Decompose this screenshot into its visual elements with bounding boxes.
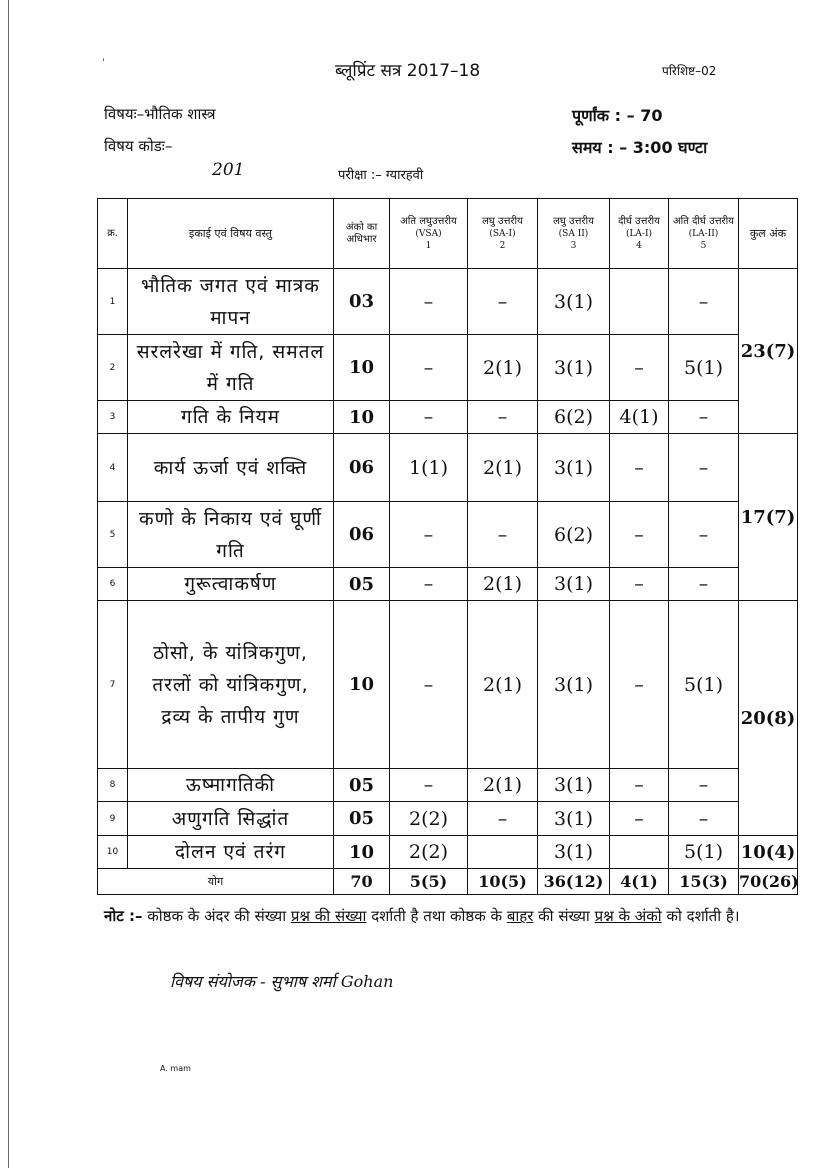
header-sa2 xyxy=(538,199,610,269)
row-la2: 5(1) xyxy=(669,836,739,869)
row-sa2: 3(1) xyxy=(538,335,610,401)
table-row xyxy=(98,802,798,836)
header-la2-num: 5 xyxy=(700,240,707,251)
table-row xyxy=(98,335,798,401)
table-row xyxy=(98,601,798,769)
handwritten-signature: विषय संयोजक - सुभाष शर्मा Gohan xyxy=(170,972,394,991)
row-la1 xyxy=(610,836,669,869)
row-sa2: 3(1) xyxy=(538,769,610,802)
row-sa2: 3(1) xyxy=(538,269,610,335)
row-la1: – xyxy=(610,568,669,601)
row-vsa: 2(2) xyxy=(390,836,468,869)
row-sa1: – xyxy=(468,401,538,434)
subject-code-label: विषय कोडः– xyxy=(104,137,173,155)
row-topic: दोलन एवं तरंग xyxy=(128,836,334,869)
header-row xyxy=(98,199,798,269)
row-weight: 10 xyxy=(334,836,390,869)
row-topic: ऊष्मागतिकी xyxy=(128,769,334,802)
row-sno: 5 xyxy=(98,502,128,568)
header-la1-num: 4 xyxy=(636,240,642,251)
header-sa2-label: लघु उत्तरीय xyxy=(553,215,594,227)
scan-speck: ˈ xyxy=(102,58,105,69)
row-sno: 1 xyxy=(98,269,128,335)
row-topic: गति के नियम xyxy=(128,401,334,434)
header-vsa-code: (VSA) xyxy=(415,228,442,239)
header-sa2-code: (SA II) xyxy=(558,228,589,239)
sum-total: 70(26) xyxy=(739,869,798,895)
row-sa1: 2(1) xyxy=(468,335,538,401)
row-vsa: 2(2) xyxy=(390,802,468,836)
full-marks: पूर्णांक : – 70 xyxy=(572,106,663,125)
row-weight: 05 xyxy=(334,769,390,802)
row-sa2: 6(2) xyxy=(538,502,610,568)
table-row xyxy=(98,836,798,869)
sum-row xyxy=(98,869,798,895)
row-sa1: 2(1) xyxy=(468,434,538,502)
header-la1-label: दीर्घ उत्तरीय xyxy=(618,215,660,227)
sum-sa2: 36(12) xyxy=(538,869,610,895)
exam-time: समय : – 3:00 घण्टा xyxy=(572,138,708,157)
header-sa2-num: 3 xyxy=(570,240,577,251)
header-sa1-num: 2 xyxy=(499,240,506,251)
table-row xyxy=(98,434,798,502)
row-sa2: 3(1) xyxy=(538,802,610,836)
initials: A. mam xyxy=(160,1064,191,1073)
row-vsa: – xyxy=(390,335,468,401)
page-title: ब्लूप्रिंट सत्र 2017–18 xyxy=(335,61,481,81)
row-la2: 5(1) xyxy=(669,335,739,401)
header-topic: इकाई एवं विषय वस्तु xyxy=(128,199,334,269)
sum-label: योग xyxy=(98,869,334,895)
footnote-underline: बाहर xyxy=(506,907,534,925)
table-row xyxy=(98,269,798,335)
table-row xyxy=(98,769,798,802)
row-la1 xyxy=(610,269,669,335)
footnote-underline: प्रश्न की संख्या xyxy=(290,907,367,925)
sum-la2: 15(3) xyxy=(669,869,739,895)
row-sa1 xyxy=(468,836,538,869)
subject-label: विषयः–भौतिक शास्त्र xyxy=(104,105,216,123)
header-la2-label: अति दीर्घ उत्तरीय xyxy=(673,215,734,227)
row-vsa: – xyxy=(390,601,468,769)
row-vsa: – xyxy=(390,769,468,802)
header-la2-code: (LA-II) xyxy=(688,228,719,239)
row-sa2: 3(1) xyxy=(538,601,610,769)
row-sa2: 3(1) xyxy=(538,434,610,502)
exam-class: परीक्षा :– ग्यारहवी xyxy=(338,168,424,183)
scan-edge xyxy=(0,0,9,1168)
row-weight: 03 xyxy=(334,269,390,335)
header-sa1 xyxy=(468,199,538,269)
header-vsa xyxy=(390,199,468,269)
row-weight: 10 xyxy=(334,401,390,434)
header-sa1-label: लघु उत्तरीय xyxy=(482,215,523,227)
row-sno: 2 xyxy=(98,335,128,401)
row-la1: – xyxy=(610,502,669,568)
footnote-label: नोट :– xyxy=(104,907,143,925)
group-total: 17(7) xyxy=(739,434,798,601)
row-la1: – xyxy=(610,601,669,769)
header-vsa-num: 1 xyxy=(425,240,432,251)
group-total: 23(7) xyxy=(739,269,798,434)
header-total: कुल अंक xyxy=(739,199,798,269)
sum-la1: 4(1) xyxy=(610,869,669,895)
row-sa1: 2(1) xyxy=(468,601,538,769)
header-weight: अंको का अधिभार xyxy=(334,199,390,269)
row-la2: – xyxy=(669,434,739,502)
row-sno: 8 xyxy=(98,769,128,802)
row-topic: सरलरेखा में गति, समतल में गति xyxy=(128,335,334,401)
header-sa1-code: (SA-I) xyxy=(489,228,516,239)
group-total: 10(4) xyxy=(739,836,798,869)
annex-label: परिशिष्ट–02 xyxy=(662,64,717,78)
row-la2: – xyxy=(669,568,739,601)
row-sno: 4 xyxy=(98,434,128,502)
row-sa1: – xyxy=(468,802,538,836)
row-weight: 10 xyxy=(334,335,390,401)
header-la1 xyxy=(610,199,669,269)
row-sa1: 2(1) xyxy=(468,769,538,802)
footnote-text: कोष्ठक के अंदर की संख्या xyxy=(142,907,291,925)
row-topic: कणो के निकाय एवं घूर्णी गति xyxy=(128,502,334,568)
row-sa2: 6(2) xyxy=(538,401,610,434)
row-vsa: – xyxy=(390,568,468,601)
row-la1: – xyxy=(610,802,669,836)
row-weight: 05 xyxy=(334,802,390,836)
footnote-text: दर्शाती है तथा कोष्ठक के xyxy=(366,907,507,925)
sum-sa1: 10(5) xyxy=(468,869,538,895)
table-row xyxy=(98,568,798,601)
row-la2: – xyxy=(669,269,739,335)
row-vsa: – xyxy=(390,502,468,568)
row-sno: 9 xyxy=(98,802,128,836)
row-vsa: – xyxy=(390,401,468,434)
group-total: 20(8) xyxy=(739,601,798,836)
row-vsa: 1(1) xyxy=(390,434,468,502)
row-topic: गुरूत्वाकर्षण xyxy=(128,568,334,601)
table-row xyxy=(98,401,798,434)
blueprint-table xyxy=(97,198,798,895)
row-la2: – xyxy=(669,502,739,568)
header-sno: क्र. xyxy=(98,199,128,269)
footnote-text: की संख्या xyxy=(533,907,595,925)
footnote-text: को दर्शाती है। xyxy=(661,907,740,925)
header-la2 xyxy=(669,199,739,269)
row-la2: – xyxy=(669,769,739,802)
footnote xyxy=(104,900,764,932)
row-sno: 6 xyxy=(98,568,128,601)
row-sno: 10 xyxy=(98,836,128,869)
row-sa1: 2(1) xyxy=(468,568,538,601)
row-la2: – xyxy=(669,802,739,836)
row-la1: – xyxy=(610,769,669,802)
row-topic: ठोसो, के यांत्रिकगुण, तरलों को यांत्रिकगुण, द्रव्य के तापीय गुण xyxy=(128,601,334,769)
footnote-underline: प्रश्न के अंको xyxy=(594,907,662,925)
row-sa2: 3(1) xyxy=(538,836,610,869)
sum-weight: 70 xyxy=(334,869,390,895)
row-weight: 06 xyxy=(334,434,390,502)
row-la1: 4(1) xyxy=(610,401,669,434)
table-row xyxy=(98,502,798,568)
row-weight: 06 xyxy=(334,502,390,568)
row-la1: – xyxy=(610,335,669,401)
row-topic: कार्य ऊर्जा एवं शक्ति xyxy=(128,434,334,502)
row-weight: 10 xyxy=(334,601,390,769)
row-la2: – xyxy=(669,401,739,434)
header-vsa-label: अति लघुउत्तरीय xyxy=(400,215,457,227)
handwritten-subject-code: 201 xyxy=(212,160,245,180)
row-sno: 3 xyxy=(98,401,128,434)
row-la2: 5(1) xyxy=(669,601,739,769)
row-topic: अणुगति सिद्धांत xyxy=(128,802,334,836)
row-vsa: – xyxy=(390,269,468,335)
row-la1: – xyxy=(610,434,669,502)
header-la1-code: (LA-I) xyxy=(625,228,653,239)
row-sa1: – xyxy=(468,502,538,568)
row-topic: भौतिक जगत एवं मात्रक मापन xyxy=(128,269,334,335)
row-sa2: 3(1) xyxy=(538,568,610,601)
row-sno: 7 xyxy=(98,601,128,769)
row-weight: 05 xyxy=(334,568,390,601)
row-sa1: – xyxy=(468,269,538,335)
sum-vsa: 5(5) xyxy=(390,869,468,895)
